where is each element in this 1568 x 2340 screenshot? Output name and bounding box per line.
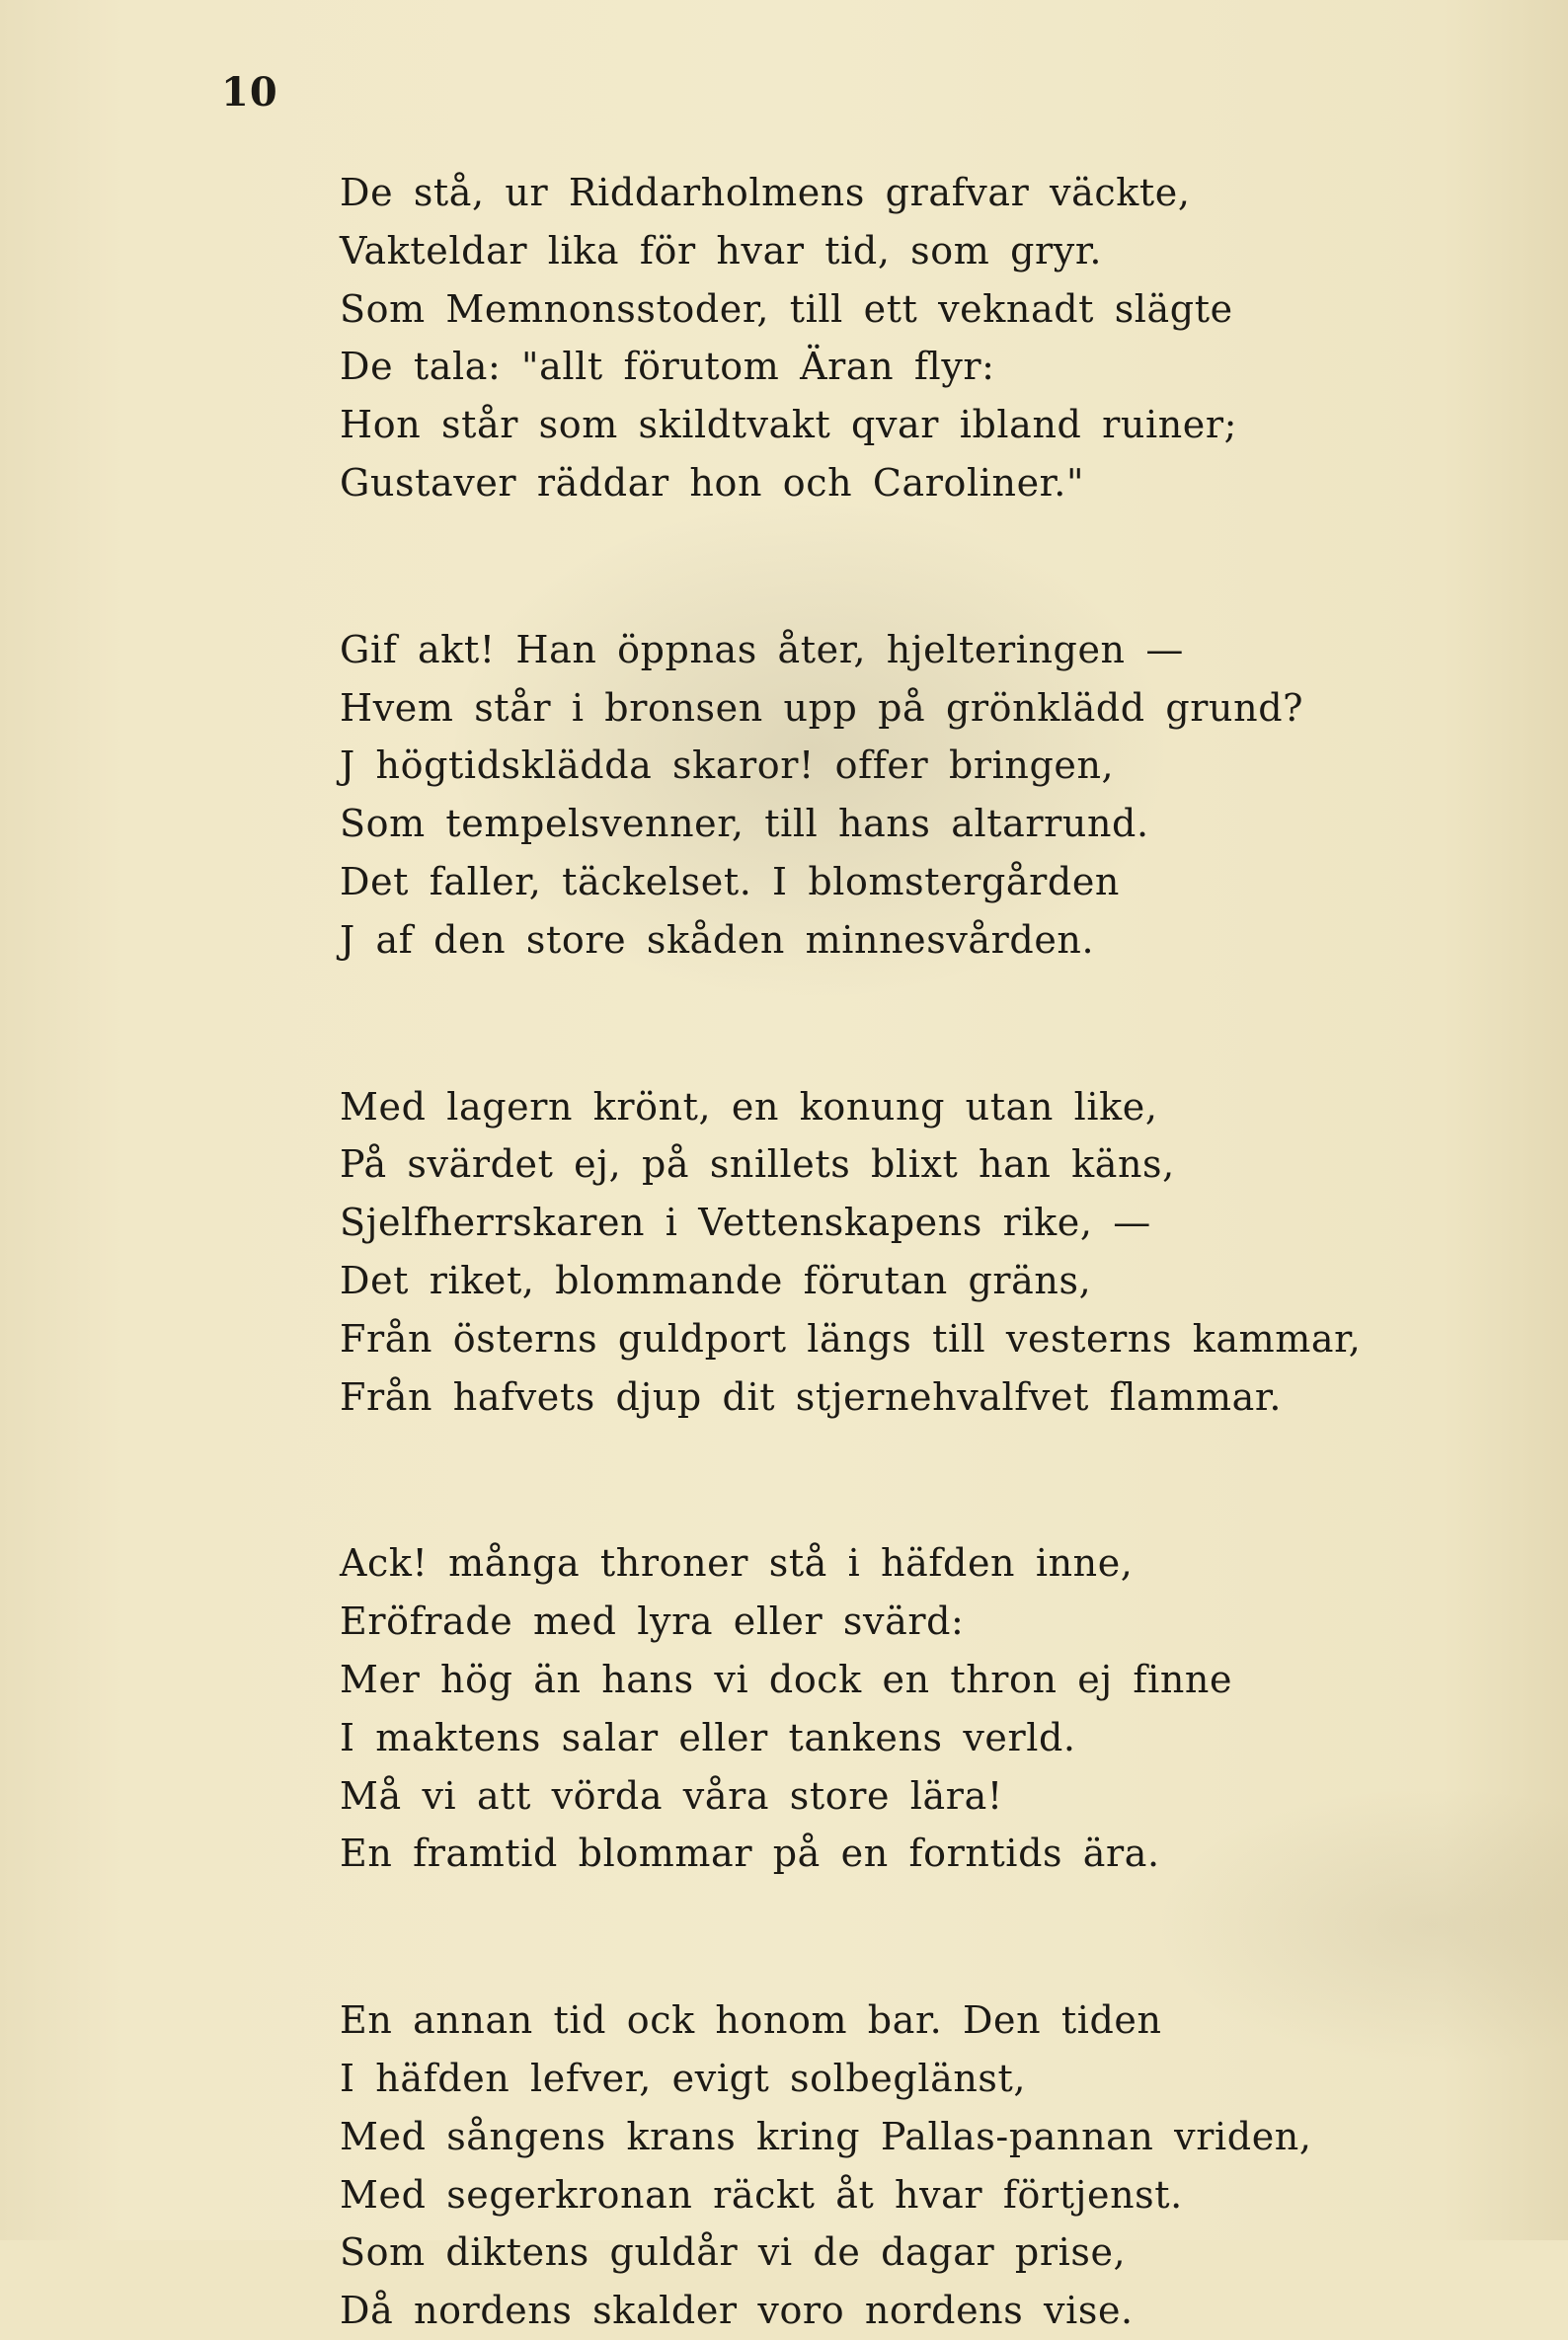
verse-line: I maktens salar eller tankens verld. [340,1715,1076,1759]
stanza-2 [340,621,1525,970]
page-number: 10 [221,69,278,116]
verse-line: J högtidsklädda skaror! offer bringen, [340,743,1115,788]
verse-line: På svärdet ej, på snillets blixt han käns, [340,1142,1175,1187]
verse-line: Från hafvets djup dit stjernehvalfvet flammar. [340,1374,1283,1419]
verse-line: Sjelfherrskaren i Vettenskapens rike, — [340,1201,1151,1245]
verse-line: Gustaver räddar hon och Caroliner." [340,460,1085,505]
verse-line: Hvem står i bronsen upp på grönklädd grund? [340,685,1304,730]
verse-line: I häfden lefver, evigt solbeglänst, [340,2056,1027,2100]
verse-line: Vakteldar lika för hvar tid, som gryr. [340,228,1103,273]
verse-line: Gif akt! Han öppnas åter, hjelteringen — [340,627,1184,671]
verse-line: Med lagern krönt, en konung utan like, [340,1084,1158,1129]
stanza-1 [340,164,1525,512]
verse-line: En annan tid ock honom bar. Den tiden [340,1998,1162,2043]
verse-line: Ack! många throner stå i häfden inne, [340,1541,1134,1586]
verse-line: Må vi att vörda våra store lära! [340,1773,1003,1818]
verse-line: Som tempelsvenner, till hans altarrund. [340,802,1149,846]
verse-line: Med segerkronan räckt åt hvar förtjenst. [340,2172,1183,2217]
stanza-5 [340,1991,1525,2340]
verse-line: Eröfrade med lyra eller svärd: [340,1599,965,1644]
verse-line: Med sångens krans kring Pallas-pannan vriden, [340,2114,1312,2158]
stanza-3 [340,1078,1525,1427]
verse-line: Då nordens skalder voro nordens vise. [340,2289,1134,2333]
stanza-4 [340,1534,1525,1883]
verse-line: Hon står som skildtvakt qvar ibland ruiner; [340,403,1238,447]
verse-line: En framtid blommar på en forntids ära. [340,1832,1160,1876]
verse-line: De stå, ur Riddarholmens grafvar väckte, [340,171,1191,214]
verse-line: Mer hög än hans vi dock en thron ej finne [340,1657,1233,1701]
verse-line: Det riket, blommande förutan gräns, [340,1258,1092,1302]
verse-line: Som Memnonsstoder, till ett veknadt slägte [340,286,1233,331]
verse-line: Det faller, täckelset. I blomstergården [340,859,1120,903]
verse-line: J af den store skåden minnesvården. [340,917,1095,962]
poem [340,164,1525,2340]
verse-line: Som diktens guldår vi de dagar prise, [340,2230,1127,2275]
verse-line: De tala: "allt förutom Äran flyr: [340,345,995,389]
verse-line: Från österns guldport längs till vesterns kammar, [340,1316,1362,1361]
